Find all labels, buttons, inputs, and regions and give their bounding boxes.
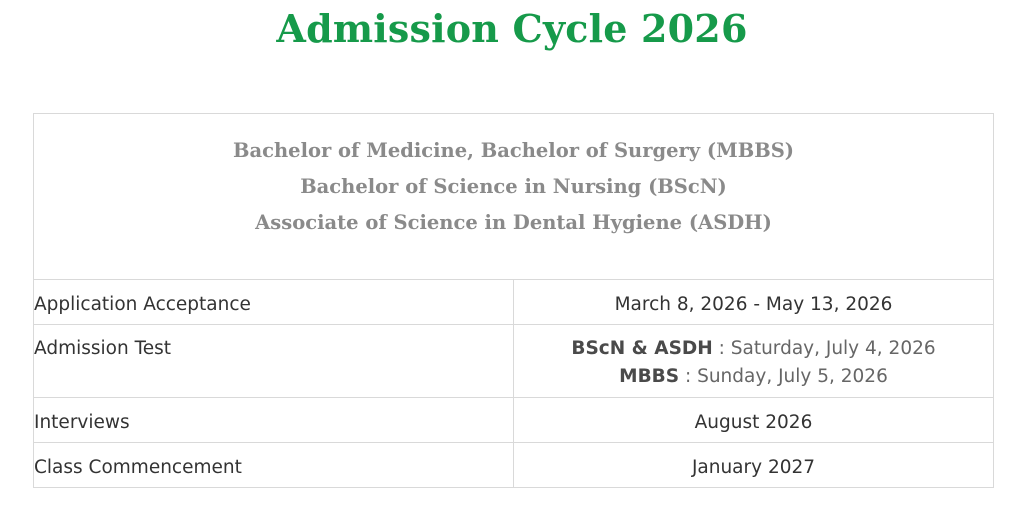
interviews-value-cell [514, 398, 994, 443]
commencement-label: Class Commencement [34, 457, 242, 478]
program-bscn: Bachelor of Science in Nursing (BScN) [300, 175, 727, 198]
test-programs-mbbs: MBBS [619, 366, 680, 387]
commencement-label-cell [34, 443, 514, 488]
application-label: Application Acceptance [34, 294, 251, 315]
test-separator: : [712, 338, 731, 359]
application-value-cell [514, 280, 994, 325]
admission-test-value-cell [514, 325, 994, 398]
program-mbbs: Bachelor of Medicine, Bachelor of Surgery (MBBS) [233, 139, 794, 162]
page-title: Admission Cycle 2026 [276, 6, 748, 51]
table-row-commencement [34, 443, 994, 488]
programs-row [34, 114, 994, 280]
program-list [34, 114, 993, 241]
application-label-cell [34, 280, 514, 325]
application-dates: March 8, 2026 - May 13, 2026 [614, 294, 893, 315]
commencement-date: January 2027 [691, 457, 816, 478]
program-asdh: Associate of Science in Dental Hygiene (ASDH) [255, 211, 772, 234]
admission-test-label-cell [34, 325, 514, 398]
commencement-value-cell [514, 443, 994, 488]
table-row-admission-test [34, 325, 994, 398]
programs-cell [34, 114, 994, 280]
test-programs-bscn-asdh: BScN & ASDH [571, 338, 713, 359]
test-date-mbbs: Sunday, July 5, 2026 [697, 366, 888, 387]
test-entry-mbbs [514, 363, 993, 391]
interviews-label-cell [34, 398, 514, 443]
test-entry-bscn-asdh [514, 335, 993, 363]
test-date-bscn-asdh: Saturday, July 4, 2026 [730, 338, 936, 359]
admission-test-dates [514, 325, 993, 391]
admission-schedule-table [33, 113, 994, 488]
table-row-application [34, 280, 994, 325]
interviews-date: August 2026 [694, 412, 813, 433]
test-separator: : [679, 366, 698, 387]
table-row-interviews [34, 398, 994, 443]
interviews-label: Interviews [34, 412, 130, 433]
admission-test-label: Admission Test [34, 338, 172, 359]
